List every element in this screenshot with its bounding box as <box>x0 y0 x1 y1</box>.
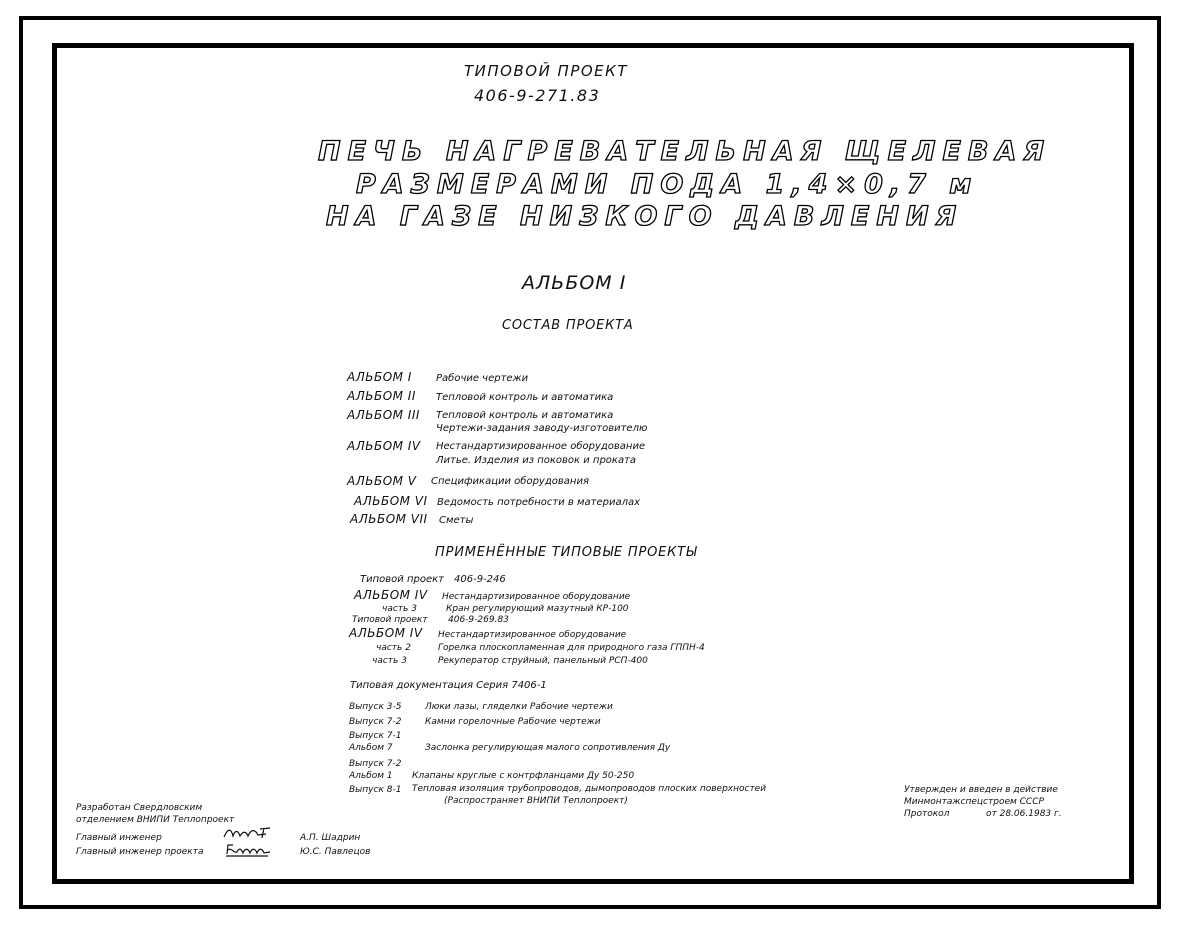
applied-label: Типовой проект <box>352 615 428 625</box>
doc-issue-label: Выпуск 7-2 <box>349 759 402 769</box>
composition-album: АЛЬБОМ III <box>347 408 420 422</box>
approval-line-2: Минмонтажспецстроем СССР <box>904 797 1044 807</box>
applied-label: Типовой проект <box>360 574 444 585</box>
doc-issue-label: Выпуск 7-2 <box>349 717 402 727</box>
applied-number: 406-9-269.83 <box>448 615 509 625</box>
doc-issue-label: Выпуск 8-1 <box>349 785 402 795</box>
documentation-heading: Типовая документация Серия 7406-1 <box>350 680 547 691</box>
composition-desc-2: Литье. Изделия из поковок и проката <box>436 455 637 466</box>
applied-album: АЛЬБОМ IV <box>354 588 428 602</box>
chief-engineer-role: Главный инженер <box>76 833 162 843</box>
developer-line-1: Разработан Свердловским <box>76 803 203 813</box>
doc-issue-desc: Тепловая изоляция трубопроводов, дымопроводов плоских поверхностей <box>412 784 767 794</box>
composition-album: АЛЬБОМ IV <box>347 439 421 453</box>
composition-album: АЛЬБОМ VI <box>354 494 428 508</box>
doc-issue-label: Выпуск 7-1 <box>349 731 402 741</box>
doc-album-label: Альбом 7 <box>349 743 393 753</box>
chief-project-engineer-name: Ю.С. Павлецов <box>300 847 371 857</box>
composition-desc: Рабочие чертежи <box>436 373 529 384</box>
project-type: ТИПОВОЙ ПРОЕКТ <box>464 62 628 80</box>
chief-project-engineer-role: Главный инженер проекта <box>76 847 204 857</box>
applied-album: АЛЬБОМ IV <box>349 626 423 640</box>
doc-issue-desc: Камни горелочные Рабочие чертежи <box>425 717 601 727</box>
approval-protocol-date: от 28.06.1983 г. <box>986 809 1062 819</box>
doc-album-label: Альбом 1 <box>349 771 393 781</box>
composition-heading: СОСТАВ ПРОЕКТА <box>502 318 634 333</box>
composition-desc: Спецификации оборудования <box>431 476 589 487</box>
doc-issue-note: (Распространяет ВНИПИ Теплопроект) <box>444 796 628 806</box>
composition-desc: Сметы <box>439 515 474 526</box>
applied-part: часть 3 <box>372 656 407 666</box>
composition-desc: Тепловой контроль и автоматика <box>436 410 614 421</box>
doc-issue-label: Выпуск 3-5 <box>349 702 402 712</box>
developer-line-2: отделением ВНИПИ Теплопроект <box>76 815 235 825</box>
doc-issue-desc: Заслонка регулирующая малого сопротивления Ду <box>425 743 671 753</box>
signature-1 <box>222 826 278 840</box>
title-line-3: НА ГАЗЕ НИЗКОГО ДАВЛЕНИЯ <box>326 201 964 232</box>
project-number: 406-9-271.83 <box>474 86 601 105</box>
approval-line-1: Утвержден и введен в действие <box>904 785 1058 795</box>
title-line-2: РАЗМЕРАМИ ПОДА 1,4×0,7 м <box>356 169 979 200</box>
chief-engineer-name: А.П. Шадрин <box>300 833 361 843</box>
applied-heading: ПРИМЕНЁННЫЕ ТИПОВЫЕ ПРОЕКТЫ <box>435 545 698 560</box>
composition-desc: Нестандартизированное оборудование <box>436 441 646 452</box>
composition-album: АЛЬБОМ I <box>347 370 412 384</box>
signature-2 <box>224 842 274 858</box>
applied-part-desc: Горелка плоскопламенная для природного газа ГППН-4 <box>438 643 705 653</box>
applied-desc: Нестандартизированное оборудование <box>438 630 627 640</box>
doc-issue-desc: Клапаны круглые с контрфланцами Ду 50-250 <box>412 771 635 781</box>
composition-desc: Ведомость потребности в материалах <box>437 497 641 508</box>
composition-album: АЛЬБОМ V <box>347 474 417 488</box>
approval-protocol-label: Протокол <box>904 809 950 819</box>
doc-issue-desc: Люки лазы, гляделки Рабочие чертежи <box>425 702 613 712</box>
applied-part-desc: Кран регулирующий мазутный КР-100 <box>446 604 629 614</box>
applied-number: 406-9-246 <box>454 574 506 585</box>
album-title: АЛЬБОМ I <box>522 272 627 294</box>
composition-album: АЛЬБОМ II <box>347 389 416 403</box>
composition-desc: Тепловой контроль и автоматика <box>436 392 614 403</box>
title-line-1: ПЕЧЬ НАГРЕВАТЕЛЬНАЯ ЩЕЛЕВАЯ <box>318 136 1052 167</box>
composition-album: АЛЬБОМ VII <box>350 512 428 526</box>
applied-part: часть 2 <box>376 643 411 653</box>
applied-desc: Нестандартизированное оборудование <box>442 592 631 602</box>
composition-desc-2: Чертежи-задания заводу-изготовителю <box>436 423 648 434</box>
applied-part-desc: Рекуператор струйный, панельный РСП-400 <box>438 656 648 666</box>
applied-part: часть 3 <box>382 604 417 614</box>
